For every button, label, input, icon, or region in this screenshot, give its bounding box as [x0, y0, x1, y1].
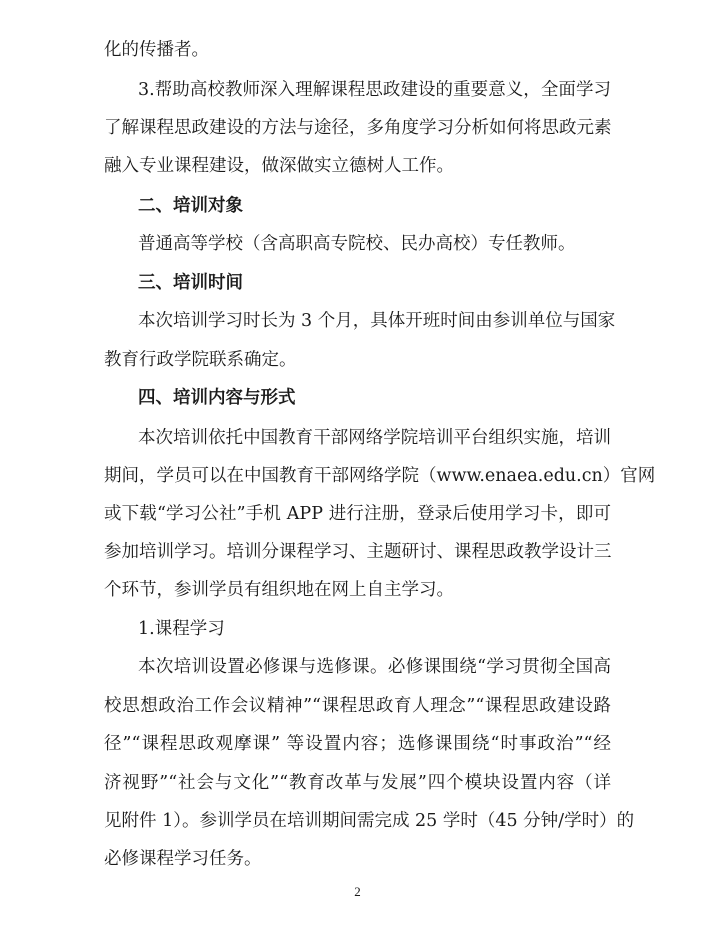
paragraph-line: 本次培训设置必修课与选修课。必修课围绕“学习贯彻全国高 — [138, 657, 611, 677]
section-heading-content: 四、培训内容与形式 — [138, 388, 296, 408]
paragraph-line: 参加培训学习。培训分课程学习、主题研讨、课程思政教学设计三 — [104, 542, 612, 562]
section-heading-time: 三、培训时间 — [138, 273, 243, 293]
paragraph-line: 校思想政治工作会议精神”“课程思政育人理念”“课程思政建设路 — [104, 696, 611, 716]
paragraph-line: 见附件 1）。参训学员在培训期间需完成 25 学时（45 分钟/学时）的 — [104, 811, 635, 831]
paragraph-line: 普通高等学校（含高职高专院校、民办高校）专任教师。 — [138, 234, 576, 254]
paragraph-line: 济视野”“社会与文化”“教育改革与发展”四个模块设置内容（详 — [104, 773, 611, 793]
paragraph-line: 了解课程思政建设的方法与途径，多角度学习分析如何将思政元素 — [104, 118, 612, 138]
paragraph-line: 本次培训学习时长为 3 个月，具体开班时间由参训单位与国家 — [138, 311, 616, 331]
section-heading-trainees: 二、培训对象 — [138, 196, 243, 216]
paragraph-line: 本次培训依托中国教育干部网络学院培训平台组织实施，培训 — [138, 428, 611, 448]
paragraph-line: 教育行政学院联系确定。 — [104, 350, 297, 370]
paragraph-line: 必修课程学习任务。 — [104, 849, 262, 869]
paragraph-line: 期间，学员可以在中国教育干部网络学院（www.enaea.edu.cn）官网 — [104, 466, 656, 486]
page-number: 2 — [354, 884, 361, 899]
paragraph-line: 或下载“学习公社”手机 APP 进行注册，登录后使用学习卡，即可 — [104, 504, 611, 524]
paragraph-line: 3.帮助高校教师深入理解课程思政建设的重要意义，全面学习 — [138, 80, 611, 100]
paragraph-line: 个环节，参训学员有组织地在网上自主学习。 — [104, 580, 454, 600]
paragraph-line: 化的传播者。 — [104, 40, 209, 60]
paragraph-line: 融入专业课程建设，做深做实立德树人工作。 — [104, 156, 454, 176]
paragraph-line: 径”“课程思政观摩课” 等设置内容；选修课围绕“时事政治”“经 — [104, 734, 611, 754]
subsection-heading: 1.课程学习 — [138, 619, 225, 639]
